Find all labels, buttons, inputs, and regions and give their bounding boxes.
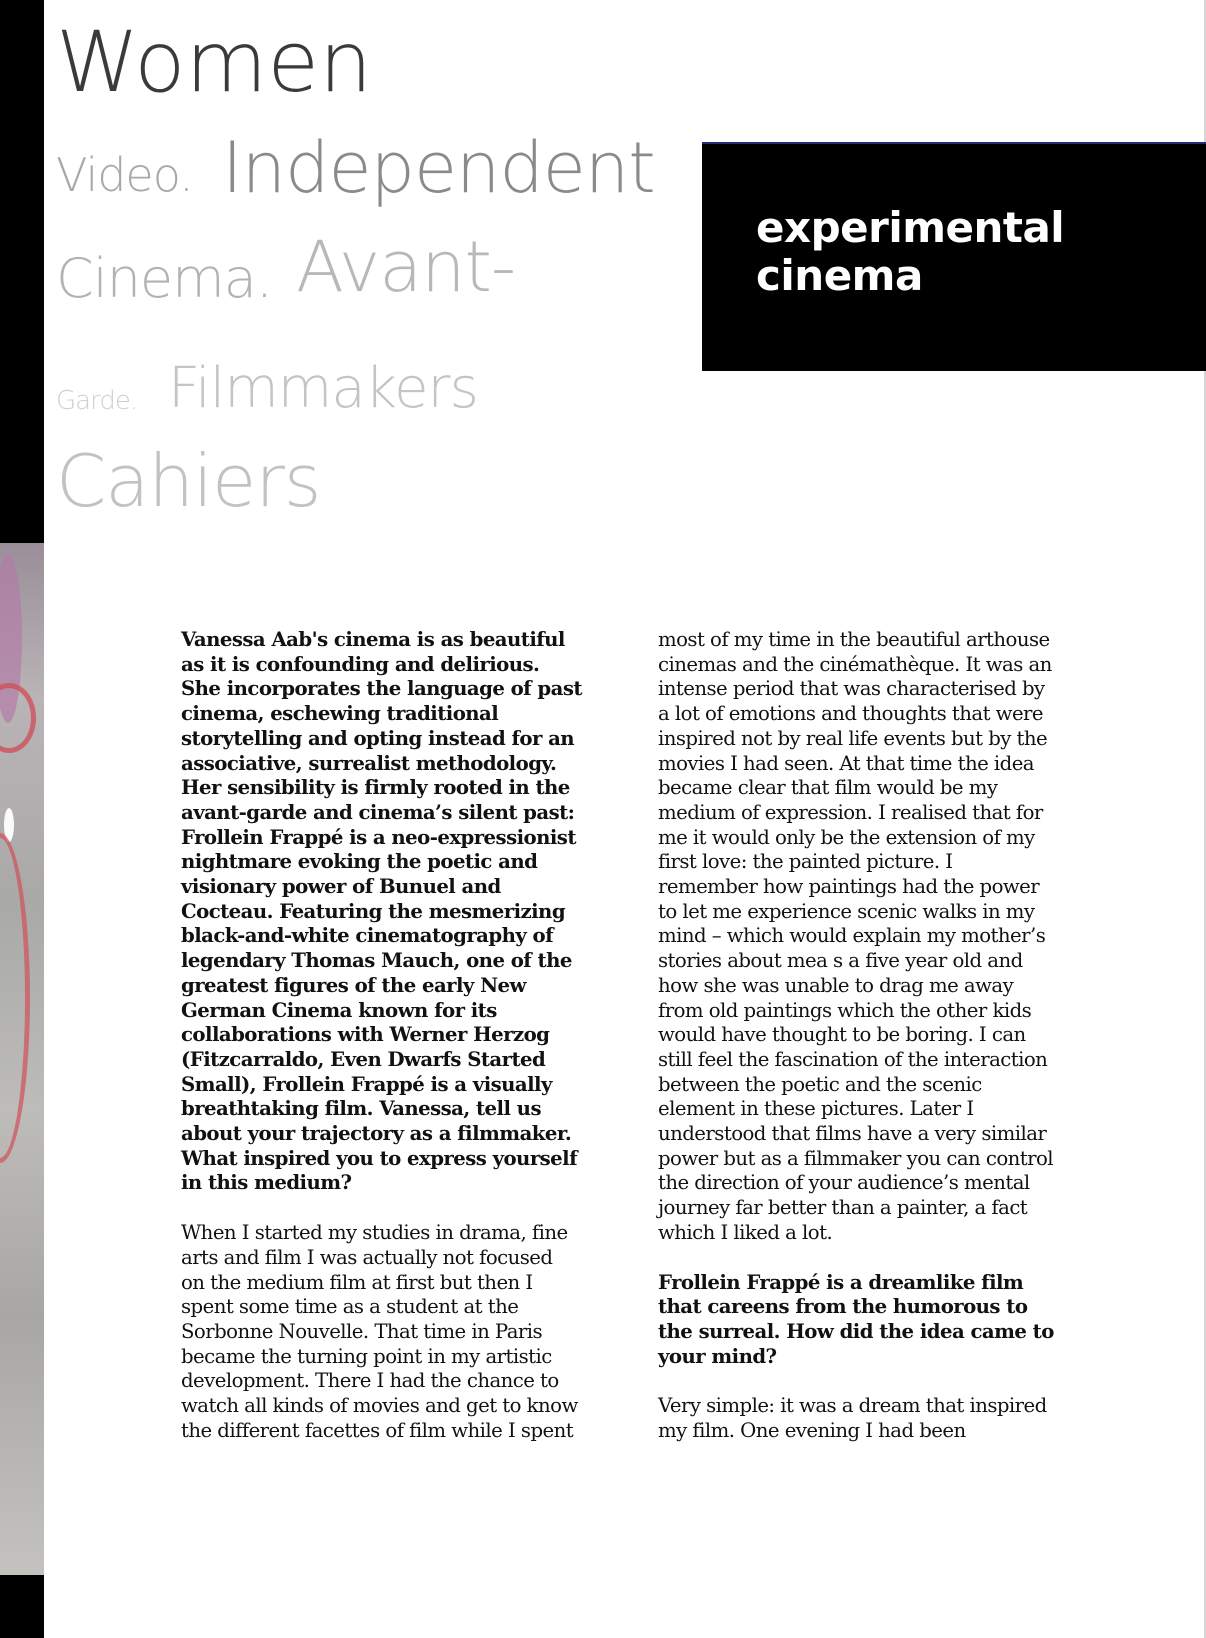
text-line: power but as a filmmaker you can control: [658, 1146, 1054, 1170]
intro-paragraph: [181, 628, 611, 1196]
text-line: a lot of emotions and thoughts that were: [658, 702, 1044, 726]
section-label-box: [702, 142, 1206, 371]
section-label: [756, 204, 1064, 300]
title-video: Video.: [56, 148, 193, 202]
text-line: journey far better than a painter, a fact: [658, 1196, 1028, 1220]
text-line: inspired not by real life events but by the: [658, 726, 1048, 750]
text-line: Sorbonne Nouvelle. That time in Paris: [181, 1319, 543, 1343]
text-line: movies I had seen. At that time the idea: [658, 751, 1034, 775]
text-line: greatest figures of the early New: [181, 973, 526, 997]
text-line: that careens from the humorous to: [658, 1295, 1028, 1319]
section-label-line: cinema: [756, 251, 923, 300]
photo-red-stroke: [0, 683, 36, 753]
text-line: most of my time in the beautiful arthouse: [658, 628, 1050, 651]
text-line: breathtaking film. Vanessa, tell us: [181, 1097, 541, 1121]
text-line: Small), Frollein Frappé is a visually: [181, 1072, 552, 1096]
text-line: would have thought to be boring. I can: [658, 1023, 1026, 1047]
text-line: about your trajectory as a filmmaker.: [181, 1122, 572, 1146]
paragraph-gap: [181, 1196, 611, 1221]
left-strip-photo: [0, 543, 44, 1575]
text-line: from old paintings which the other kids: [658, 998, 1032, 1022]
photo-red-curve: [0, 833, 30, 1163]
text-line: Vanessa Aab's cinema is as beautiful: [181, 628, 565, 651]
text-line: spent some time as a student at the: [181, 1295, 519, 1319]
text-line: which I liked a lot.: [658, 1220, 833, 1244]
text-line: as it is confounding and delirious.: [181, 652, 540, 676]
paragraph-gap: [658, 1369, 1078, 1394]
text-line: She incorporates the language of past: [181, 677, 582, 701]
text-line: between the poetic and the scenic: [658, 1072, 982, 1096]
section-label-line: experimental: [756, 203, 1065, 252]
title-cinema: Cinema.: [56, 247, 273, 310]
text-line: still feel the fascination of the interaction: [658, 1047, 1048, 1071]
text-line: mind – which would explain my mother’s: [658, 924, 1046, 948]
text-line: avant-garde and cinema’s silent past:: [181, 800, 575, 824]
text-line: to let me experience scenic walks in my: [658, 899, 1035, 923]
text-line: cinema, eschewing traditional: [181, 702, 499, 726]
text-line: Frollein Frappé is a neo-expressionist: [181, 825, 576, 849]
text-line: German Cinema known for its: [181, 998, 497, 1022]
article-column-right: [658, 628, 1078, 1444]
answer-paragraph: [658, 1394, 1078, 1443]
text-line: visionary power of Bunuel and: [181, 875, 501, 899]
text-line: in this medium?: [181, 1171, 352, 1195]
text-line: What inspired you to express yourself: [181, 1146, 578, 1170]
left-strip-black-bottom: [0, 1575, 44, 1638]
text-line: understood that films have a very similar: [658, 1122, 1047, 1146]
text-line: Her sensibility is firmly rooted in the: [181, 776, 570, 800]
paragraph-gap: [658, 1246, 1078, 1271]
title-filmmakers: Filmmakers: [168, 356, 478, 421]
answer-paragraph-continued: [658, 628, 1078, 1246]
text-line: how she was unable to drag me away: [658, 973, 1014, 997]
text-line: development. There I had the chance to: [181, 1369, 559, 1393]
text-line: your mind?: [658, 1344, 777, 1368]
title-cahiers: Cahiers: [56, 439, 321, 523]
text-line: cinemas and the cinémathèque. It was an: [658, 652, 1052, 676]
text-line: element in these pictures. Later I: [658, 1097, 974, 1121]
text-line: collaborations with Werner Herzog: [181, 1023, 550, 1047]
text-line: (Fitzcarraldo, Even Dwarfs Started: [181, 1047, 546, 1071]
left-strip-black-top: [0, 0, 44, 543]
text-line: became clear that film would be my: [658, 776, 998, 800]
text-line: legendary Thomas Mauch, one of the: [181, 949, 572, 973]
text-line: Cocteau. Featuring the mesmerizing: [181, 899, 566, 923]
title-independent: Independent: [222, 127, 655, 209]
text-line: the surreal. How did the idea came to: [658, 1319, 1054, 1343]
text-line: Frollein Frappé is a dreamlike film: [658, 1270, 1024, 1294]
text-line: watch all kinds of movies and get to know: [181, 1394, 578, 1418]
text-line: Very simple: it was a dream that inspired: [658, 1394, 1047, 1418]
text-line: me it would only be the extension of my: [658, 825, 1035, 849]
text-line: first love: the painted picture. I: [658, 850, 953, 874]
text-line: arts and film I was actually not focused: [181, 1245, 553, 1269]
text-line: intense period that was characterised by: [658, 677, 1045, 701]
article-column-left: [181, 628, 611, 1444]
text-line: the different facettes of film while I spent: [181, 1418, 574, 1442]
text-line: black-and-white cinematography of: [181, 924, 554, 948]
title-garde: Garde.: [56, 386, 138, 416]
text-line: storytelling and opting instead for an: [181, 726, 575, 750]
text-line: When I started my studies in drama, fine: [181, 1221, 568, 1245]
text-line: remember how paintings had the power: [658, 875, 1040, 899]
answer-paragraph: [181, 1221, 611, 1443]
text-line: became the turning point in my artistic: [181, 1344, 552, 1368]
text-line: on the medium film at first but then I: [181, 1270, 533, 1294]
text-line: my film. One evening I had been: [658, 1419, 966, 1443]
question-paragraph: [658, 1271, 1078, 1370]
text-line: stories about mea s a five year old and: [658, 949, 1023, 973]
title-women: Women: [56, 13, 373, 111]
title-avant: Avant-: [296, 226, 516, 308]
text-line: associative, surrealist methodology.: [181, 751, 557, 775]
text-line: the direction of your audience’s mental: [658, 1171, 1030, 1195]
text-line: medium of expression. I realised that for: [658, 800, 1043, 824]
text-line: nightmare evoking the poetic and: [181, 850, 538, 874]
